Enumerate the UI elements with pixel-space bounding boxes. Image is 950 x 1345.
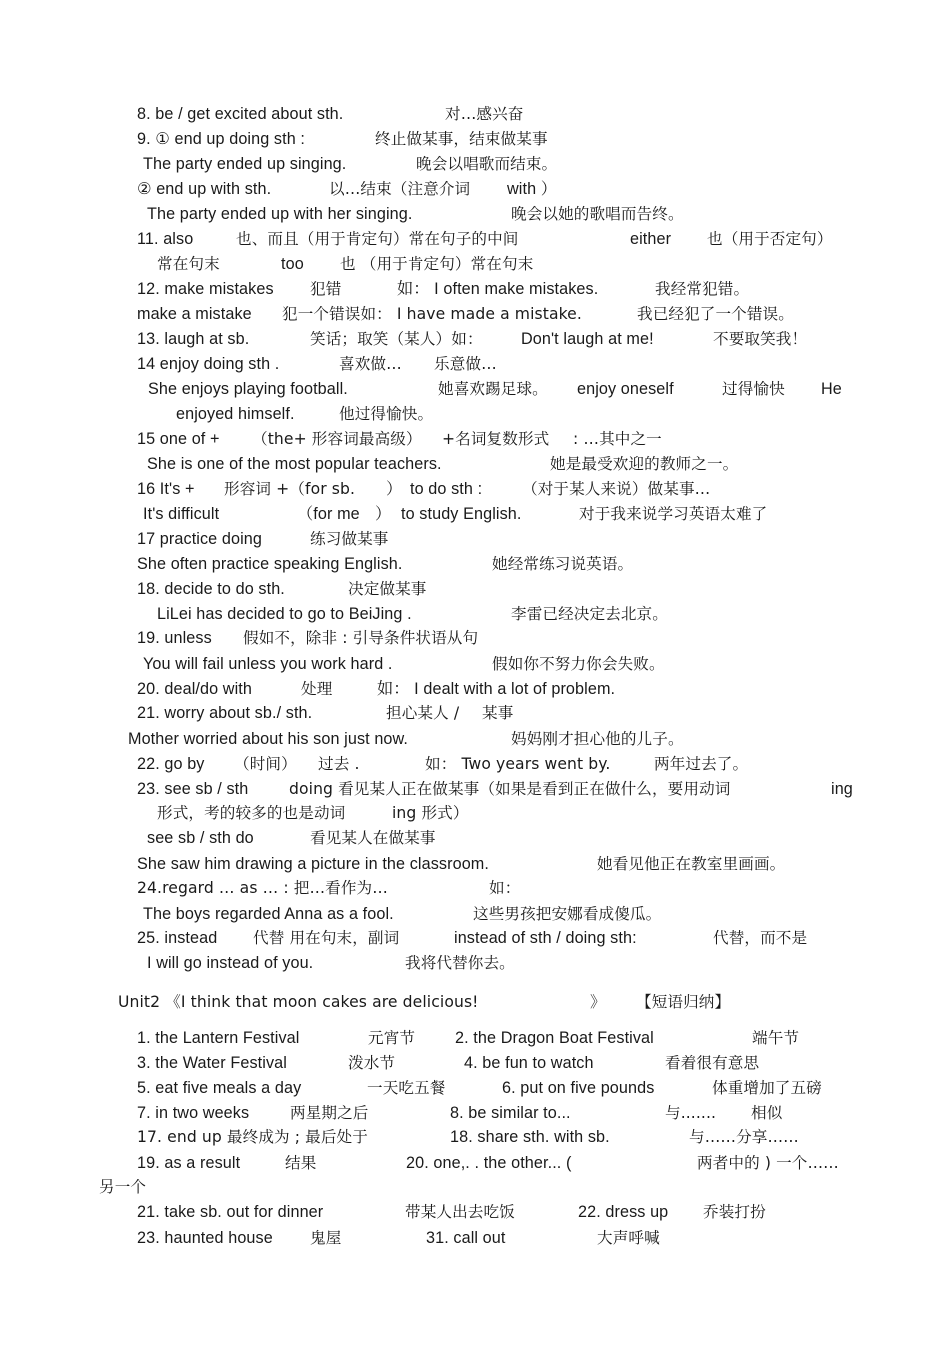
phrase-text: 1. the Lantern Festival (137, 1029, 300, 1047)
unit-title-close: 》 (590, 993, 606, 1011)
phrase-text: 13. laugh at sb. (137, 330, 250, 348)
phrase-meaning: 泼水节 (348, 1054, 396, 1072)
example-translation: 这些男孩把安娜看成傻瓜。 (473, 905, 662, 923)
phrase-row (99, 1177, 146, 1197)
example-text: ） (375, 505, 392, 523)
phrase-meaning: 相似 (751, 1104, 783, 1122)
example-line (157, 604, 668, 624)
phrase-text: too (281, 255, 304, 273)
example-line (147, 204, 684, 224)
example-translation: 晚会以她的歌唱而告终。 (511, 205, 684, 223)
phrase-meaning: 大声呼喊 (597, 1229, 660, 1247)
phrase-line (137, 779, 853, 799)
example-text: The boys regarded Anna as a fool. (143, 905, 394, 923)
phrase-meaning: 另一个 (99, 1178, 147, 1196)
example-translation: 我将代替你去。 (405, 954, 515, 972)
phrase-meaning: 端午节 (752, 1029, 800, 1047)
phrase-note: with ） (507, 180, 558, 198)
phrase-meaning: 也、而且（用于肯定句）常在句子的中间 (236, 230, 519, 248)
phrase-meaning: 与……分享…… (689, 1128, 799, 1146)
phrase-meaning: 两者中的 ) 一个…… (697, 1154, 839, 1172)
phrase-meaning: 终止做某事，结束做某事 (375, 130, 548, 148)
example-translation: 妈妈刚才担心他的儿子。 (511, 730, 684, 748)
example-text: （for me (297, 505, 360, 523)
phrase-text: 9. ① end up doing sth : (137, 130, 306, 148)
example-text: I will go instead of you. (147, 954, 314, 972)
phrase-text: ② end up with sth. (137, 180, 272, 198)
phrase-text: ） (386, 480, 403, 498)
phrase-meaning: 带某人出去吃饭 (405, 1203, 515, 1221)
phrase-text: 7. in two weeks (137, 1104, 250, 1122)
phrase-text: 25. instead (137, 929, 218, 947)
example-text: He (821, 380, 842, 398)
phrase-meaning: 看着很有意思 (665, 1054, 760, 1072)
example-line (147, 454, 739, 474)
example-translation: 我已经犯了一个错误。 (637, 305, 794, 323)
section-heading (118, 992, 731, 1012)
phrase-line (137, 754, 749, 774)
phrase-meaning: 担心某人 / (386, 704, 460, 722)
phrase-text: 17 practice doing (137, 530, 262, 548)
phrase-meaning: （the+ 形容词最高级） (252, 430, 422, 448)
phrase-row (137, 1028, 800, 1048)
phrase-line (137, 579, 427, 599)
phrase-meaning: ing 形式） (392, 804, 469, 822)
example-line (143, 154, 558, 174)
example-text: 如： I often make mistakes. (397, 280, 599, 298)
phrase-line (137, 928, 808, 948)
phrase-text: 6. put on five pounds (502, 1079, 655, 1097)
phrase-text: 2. the Dragon Boat Festival (455, 1029, 654, 1047)
phrase-row (137, 1228, 660, 1248)
phrase-meaning: 结果 (285, 1154, 317, 1172)
phrase-meaning: 决定做某事 (348, 580, 427, 598)
phrase-text: 22. go by (137, 755, 205, 773)
phrase-row (137, 1103, 783, 1123)
phrase-meaning: 代替，而不是 (713, 929, 808, 947)
example-translation: 我经常犯错。 (655, 280, 750, 298)
phrase-text: ing (831, 780, 853, 798)
phrase-meaning: 元宵节 (368, 1029, 416, 1047)
phrase-line (137, 679, 616, 699)
phrase-row (137, 1202, 766, 1222)
phrase-line (137, 329, 808, 349)
phrase-text: 24.regard … as … : 把…看作为… (137, 879, 388, 897)
example-text: She often practice speaking English. (137, 555, 403, 573)
example-text: 如： I dealt with a lot of problem. (377, 680, 616, 698)
example-translation: 她经常练习说英语。 (492, 555, 634, 573)
phrase-meaning: 一天吃五餐 (367, 1079, 446, 1097)
phrase-line (137, 104, 524, 124)
phrase-text: instead of sth / doing sth: (454, 929, 637, 947)
phrase-line (137, 878, 521, 898)
phrase-text: 23. haunted house (137, 1229, 273, 1247)
example-text: The party ended up with her singing. (147, 205, 413, 223)
phrase-meaning: 常在句末 (157, 255, 220, 273)
phrase-text: 19. as a result (137, 1154, 241, 1172)
phrase-meaning: 笑话；取笑（某人）如： (310, 330, 483, 348)
phrase-meaning: : …其中之一 (573, 430, 662, 448)
phrase-text: 11. also (137, 230, 194, 248)
phrase-meaning: 形式，考的较多的也是动词 (157, 804, 346, 822)
example-text: Mother worried about his son just now. (128, 730, 409, 748)
phrase-meaning: 也（用于否定句） (707, 230, 833, 248)
phrase-text: 22. dress up (578, 1203, 669, 1221)
phrase-row (137, 1053, 760, 1073)
phrase-line (137, 279, 750, 299)
phrase-text: 5. eat five meals a day (137, 1079, 302, 1097)
phrase-meaning: 鬼屋 (310, 1229, 342, 1247)
phrase-text: 3. the Water Festival (137, 1054, 287, 1072)
example-translation: 不要取笑我！ (713, 330, 808, 348)
phrase-meaning: 处理 (301, 680, 333, 698)
phrase-meaning: 如： (489, 879, 521, 897)
phrase-text: make a mistake (137, 305, 252, 323)
example-text: She enjoys playing football. (148, 380, 348, 398)
phrase-text: 18. decide to do sth. (137, 580, 285, 598)
example-text: Don't laugh at me! (521, 330, 654, 348)
phrase-meaning: 以…结束（注意介词 (329, 180, 471, 198)
example-translation: 晚会以唱歌而结束。 (416, 155, 558, 173)
unit-title: Unit2 《I think that moon cakes are delicious! (118, 993, 479, 1011)
phrase-text: 21. take sb. out for dinner (137, 1203, 324, 1221)
phrase-text: 8. be / get excited about sth. (137, 105, 344, 123)
phrase-meaning: doing 看见某人正在做某事（如果是看到正在做什么，要用动词 (289, 780, 731, 798)
phrase-text: 31. call out (426, 1229, 506, 1247)
phrase-text: see sb / sth do (147, 829, 254, 847)
phrase-text: 12. make mistakes (137, 280, 274, 298)
example-translation: 他过得愉快。 (339, 405, 434, 423)
section-label: 【短语归纳】 (636, 993, 731, 1011)
phrase-text: 23. see sb / sth (137, 780, 249, 798)
phrase-meaning: 乐意做… (434, 355, 497, 373)
example-line (148, 379, 842, 399)
phrase-meaning: 乔装打扮 (703, 1203, 766, 1221)
phrase-meaning: （时间） (234, 755, 297, 773)
phrase-row (137, 1127, 799, 1147)
phrase-text: 4. be fun to watch (464, 1054, 594, 1072)
phrase-meaning: 犯错 (310, 280, 342, 298)
phrase-meaning: +名词复数形式 (442, 430, 550, 448)
phrase-line (137, 529, 389, 549)
example-translation: 她看见他正在教室里画画。 (597, 855, 786, 873)
example-translation: 假如你不努力你会失败。 (492, 655, 665, 673)
phrase-text: 17. end up 最终成为 ; 最后处于 (137, 1128, 368, 1146)
example-line (143, 504, 768, 524)
example-text: to study English. (401, 505, 522, 523)
example-line (176, 404, 434, 424)
phrase-line (137, 429, 662, 449)
phrase-line (137, 229, 833, 249)
phrase-line (147, 828, 436, 848)
example-translation: 两年过去了。 (654, 755, 749, 773)
example-text: She saw him drawing a picture in the classroom. (137, 855, 489, 873)
example-text: LiLei has decided to go to BeiJing . (157, 605, 412, 623)
phrase-meaning: 过去 . (318, 755, 360, 773)
phrase-meaning: 假如不，除非 : 引导条件状语从句 (243, 629, 479, 647)
example-text: enjoyed himself. (176, 405, 295, 423)
phrase-meaning: 体重增加了五磅 (712, 1079, 822, 1097)
example-line (143, 904, 662, 924)
phrase-text: 16 It's + (137, 480, 195, 498)
phrase-meaning: 两星期之后 (290, 1104, 369, 1122)
phrase-line (157, 803, 469, 823)
phrase-line (137, 628, 479, 648)
phrase-text: 20. one,. . the other... ( (406, 1154, 572, 1172)
phrase-text: 18. share sth. with sb. (450, 1128, 610, 1146)
phrase-text: 8. be similar to... (450, 1104, 571, 1122)
example-translation: 她喜欢踢足球。 (438, 380, 548, 398)
example-line (128, 729, 684, 749)
phrase-text: 15 one of + (137, 430, 220, 448)
example-line (137, 554, 634, 574)
phrase-line (137, 179, 558, 199)
example-text: She is one of the most popular teachers. (147, 455, 442, 473)
phrase-text: 21. worry about sb./ sth. (137, 704, 313, 722)
phrase-text: 20. deal/do with (137, 680, 252, 698)
phrase-meaning: 形容词 +（for sb. (224, 480, 356, 498)
example-text: You will fail unless you work hard . (143, 655, 393, 673)
phrase-line (137, 479, 711, 499)
phrase-meaning: 代替 用在句末，副词 (253, 929, 400, 947)
phrase-line (137, 304, 794, 324)
phrase-row (137, 1153, 839, 1173)
phrase-text: enjoy oneself (577, 380, 674, 398)
phrase-meaning: 某事 (482, 704, 514, 722)
example-translation: 李雷已经决定去北京。 (511, 605, 668, 623)
phrase-text: 14 enjoy doing sth . (137, 355, 280, 373)
phrase-meaning: 看见某人在做某事 (310, 829, 436, 847)
phrase-row (137, 1078, 822, 1098)
phrase-meaning: 与....... (665, 1104, 717, 1122)
phrase-meaning: 喜欢做… (339, 355, 402, 373)
phrase-line (137, 703, 514, 723)
phrase-text: to do sth : (410, 480, 483, 498)
phrase-line (157, 254, 534, 274)
example-line (137, 854, 786, 874)
example-line (147, 953, 515, 973)
example-text: The party ended up singing. (143, 155, 347, 173)
example-text: 如： Two years went by. (425, 755, 611, 773)
phrase-meaning: （对于某人来说）做某事… (522, 480, 711, 498)
example-text: It's difficult (143, 505, 220, 523)
phrase-meaning: 练习做某事 (310, 530, 389, 548)
phrase-text: either (630, 230, 672, 248)
phrase-meaning: 对…感兴奋 (445, 105, 524, 123)
phrase-text: 19. unless (137, 629, 212, 647)
phrase-meaning: 也 （用于肯定句）常在句末 (340, 255, 534, 273)
phrase-line (137, 129, 548, 149)
example-line (143, 654, 665, 674)
example-translation: 她是最受欢迎的教师之一。 (550, 455, 739, 473)
phrase-meaning: 过得愉快 (722, 380, 785, 398)
example-translation: 对于我来说学习英语太难了 (579, 505, 768, 523)
phrase-line (137, 354, 497, 374)
example-text: 犯一个错误如： I have made a mistake. (282, 305, 582, 323)
